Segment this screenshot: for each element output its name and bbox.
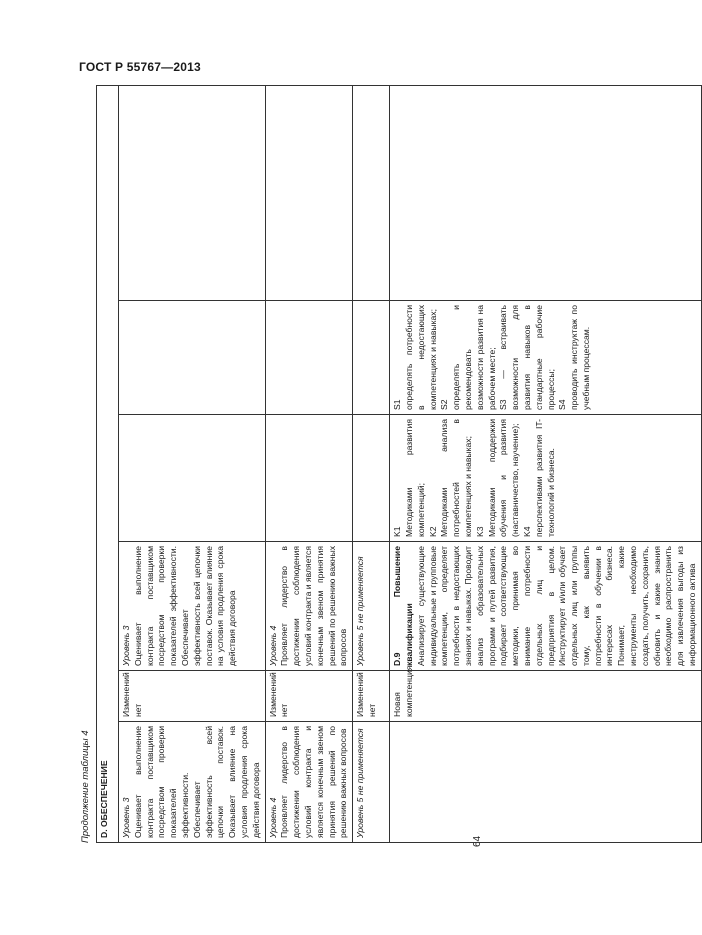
new-level-label: Уровень 5 не применяется (355, 556, 366, 666)
skill-code: S1 (392, 399, 403, 410)
change-cell: Новая компетенция (390, 671, 702, 722)
knowledge-cell (353, 415, 390, 542)
knowledge-cell (390, 415, 702, 542)
competence-description: Анализирует существующие индивидуальные и групповые компетенции, определяет потребности в недостающих знаниях и навыках. Проводит анализ образовательных программ и путей развития, подбирает соответствующие методики, принимая во внимание потребности отдельных лиц и предприятия в целом. Инструктирует и/или обучает отдельных лиц или группы тому, как выявить потребности в обучении в интересах бизнеса. Понимает, какие инструменты необходимо создать, получить, сохранить, обновить и какие знания необходимо распространить для извлечения выгоды из информационного актива (415, 546, 698, 666)
skills-cell (353, 301, 390, 415)
competence-table (96, 85, 702, 843)
old-competence-cell (390, 722, 702, 843)
old-competence-cell (119, 722, 266, 843)
knowledge-code: K2 (427, 526, 438, 537)
skill-item: S3 — встраивать возможности для развития навыков в стандартные рабочие процессы; (498, 305, 556, 410)
table-row (353, 85, 390, 842)
knowledge-item: Методиками поддержки обучения и развития (наставничество, научение); (486, 419, 521, 537)
empty-cell (265, 85, 353, 300)
new-level-text: Проявляет лидерство в достижении соблюдения условий контракта и является конечным звеном принятия решений по решению важных вопросов (279, 546, 349, 666)
table-row (390, 85, 702, 842)
knowledge-code: K4 (521, 526, 532, 537)
knowledge-code: K3 (474, 526, 485, 537)
change-cell: Изменений нет (265, 671, 353, 722)
table-continuation-caption: Продолжение таблицы 4 (80, 730, 91, 843)
old-level-label: Уровень 5 не применяется (355, 728, 366, 838)
skill-item: определять и рекомендовать возможности развития на рабочем месте; (451, 305, 497, 410)
new-competence-cell (265, 542, 353, 671)
empty-cell (353, 85, 390, 300)
empty-cell (119, 85, 266, 300)
old-level-text: Оценивает выполнение контракта поставщиком посредством проверки показателей эффективности. Обеспечивает эффективность всей цепочки поставок. Оказывает влияние на условия продления срока действия договора (132, 726, 261, 838)
rotated-page-content (80, 83, 698, 847)
knowledge-item: Методиками анализа потребностей в компетенциях и навыках; (439, 419, 473, 537)
skill-code: S2 (439, 399, 450, 410)
new-level-label: Уровень 4 (267, 625, 278, 666)
empty-cell (390, 85, 702, 300)
new-competence-cell (353, 542, 390, 671)
knowledge-cell (265, 415, 353, 542)
page-number: 64 (472, 835, 483, 847)
skills-cell (265, 301, 353, 415)
competence-title: D.9 Повышение квалификации (392, 546, 414, 666)
new-competence-cell (390, 542, 702, 671)
knowledge-code: K1 (392, 526, 403, 537)
old-competence-cell (353, 722, 390, 843)
knowledge-item: Методиками развития компетенций; (403, 419, 426, 537)
table-row (119, 85, 266, 842)
old-level-label: Уровень 3 (121, 797, 131, 838)
knowledge-item: перспективами развития IT-технологий и бизнеса. (533, 419, 556, 537)
standard-header: ГОСТ Р 55767—2013 (79, 60, 201, 74)
old-level-label: Уровень 4 (267, 797, 278, 838)
skills-cell (119, 301, 266, 415)
skill-code: S4 (557, 399, 568, 410)
skill-item: проводить инструктаж по учебным процессам. (569, 305, 591, 410)
skills-cell (390, 301, 702, 415)
table-row (265, 85, 353, 842)
old-competence-cell (265, 722, 353, 843)
change-cell: Изменений нет (119, 671, 266, 722)
table-section-row (97, 85, 119, 842)
new-level-label: Уровень 3 (121, 625, 131, 666)
new-competence-cell (119, 542, 266, 671)
old-level-text: Проявляет лидерство в достижении соблюдения условий контракта и является конечным звеном принятия решений по решению важных вопросов (279, 726, 349, 838)
new-level-text: Оценивает выполнение контракта поставщиком посредством проверки показателей эффективности. Обеспечивает эффективность всей цепочки поставок. Оказывает влияние на условия продления срока действия договора (132, 546, 238, 666)
section-title: D. ОБЕСПЕЧЕНИЕ (97, 85, 119, 842)
skill-item: определять потребности в недостающих компетенциях и навыках; (403, 305, 438, 410)
change-cell: Изменений нет (353, 671, 390, 722)
knowledge-cell (119, 415, 266, 542)
